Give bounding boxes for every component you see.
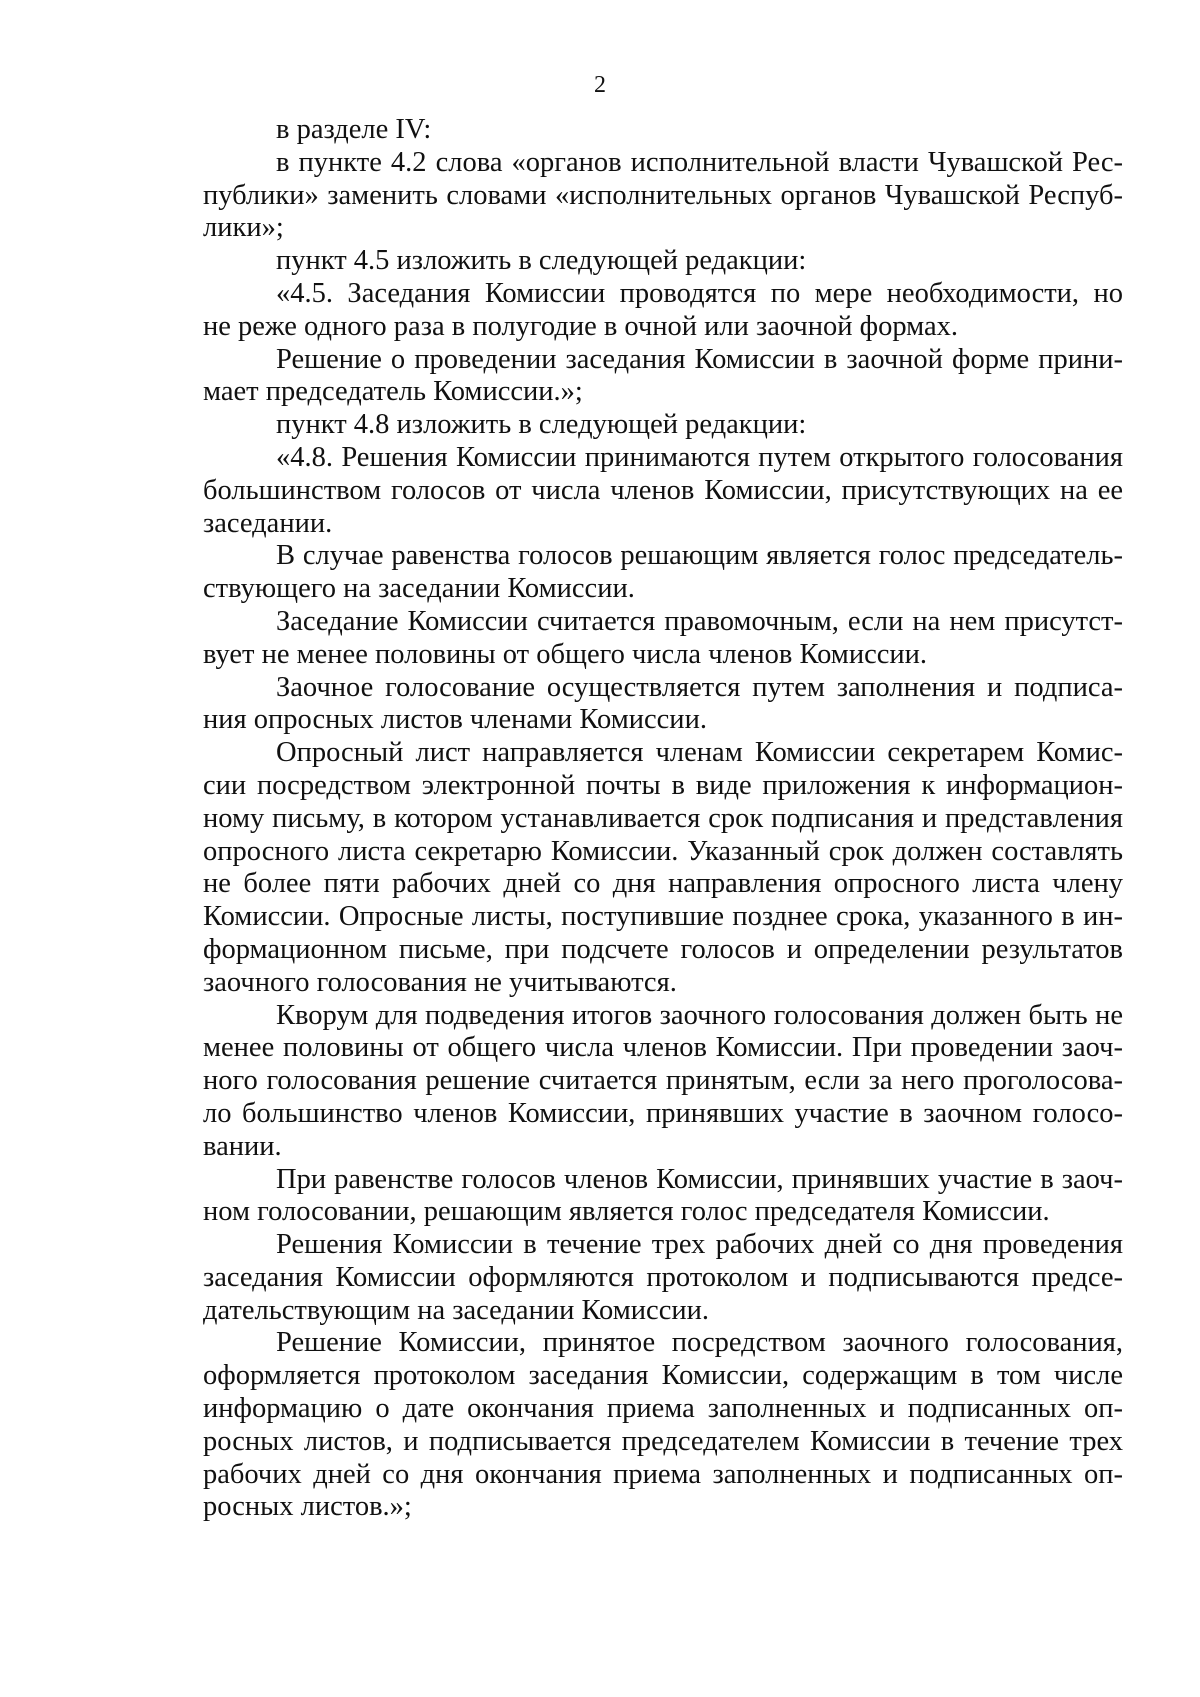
text-line: формационном письме, при подсчете голосов и определении результатов — [203, 933, 1123, 965]
text-line: дательствующим на заседании Комиссии. — [203, 1294, 709, 1326]
text-line: вует не менее половины от общего числа членов Комиссии. — [203, 638, 927, 670]
text-line: Кворум для подведения итогов заочного голосования должен быть не — [276, 999, 1123, 1031]
text-line: Решение о проведении заседания Комиссии в заочной форме прини- — [276, 343, 1123, 375]
text-line: лики»; — [203, 212, 284, 244]
text-line: ном голосовании, решающим является голос председателя Комиссии. — [203, 1196, 1050, 1228]
text-line: пункт 4.8 изложить в следующей редакции: — [276, 409, 807, 441]
text-line: опросного листа секретарю Комиссии. Указанный срок должен составлять — [203, 835, 1123, 867]
paragraph — [203, 245, 1123, 278]
paragraph — [203, 1164, 1123, 1230]
paragraph — [203, 540, 1123, 606]
paragraph — [203, 737, 1123, 999]
paragraph — [203, 114, 1123, 147]
text-line: ного голосования решение считается принятым, если за него проголосова- — [203, 1065, 1123, 1097]
text-line: ло большинство членов Комиссии, принявших участие в заочном голосо- — [203, 1097, 1123, 1129]
text-line: Заочное голосование осуществляется путем заполнения и подписа- — [276, 671, 1123, 703]
paragraph — [203, 147, 1123, 245]
text-line: росных листов, и подписывается председателем Комиссии в течение трех — [203, 1425, 1123, 1457]
text-line: «4.8. Решения Комиссии принимаются путем открытого голосования — [276, 441, 1123, 473]
text-line: Комиссии. Опросные листы, поступившие позднее срока, указанного в ин- — [203, 901, 1123, 933]
text-line: информацию о дате окончания приема заполненных и подписанных оп- — [203, 1393, 1123, 1425]
text-line: заочного голосования не учитываются. — [203, 966, 677, 998]
text-line: «4.5. Заседания Комиссии проводятся по мере необходимости, но — [276, 277, 1123, 309]
text-line: мает председатель Комиссии.»; — [203, 376, 583, 408]
document-body — [203, 114, 1123, 1524]
paragraph — [203, 409, 1123, 442]
text-line: Решения Комиссии в течение трех рабочих дней со дня проведения — [276, 1229, 1123, 1261]
text-line: в пункте 4.2 слова «органов исполнительной власти Чувашской Рес- — [276, 146, 1123, 178]
text-line: росных листов.»; — [203, 1491, 412, 1523]
text-line: В случае равенства голосов решающим является голос председатель- — [276, 540, 1123, 572]
text-line: Решение Комиссии, принятое посредством заочного голосования, — [276, 1327, 1123, 1359]
text-line: пункт 4.5 изложить в следующей редакции: — [276, 245, 807, 277]
text-line: сии посредством электронной почты в виде приложения к информацион- — [203, 769, 1123, 801]
text-line: рабочих дней со дня окончания приема заполненных и подписанных оп- — [203, 1458, 1123, 1490]
text-line: в разделе IV: — [276, 114, 432, 145]
text-line: Заседание Комиссии считается правомочным, если на нем присутст- — [276, 605, 1123, 637]
text-line: не более пяти рабочих дней со дня направления опросного листа члену — [203, 868, 1123, 900]
paragraph — [203, 1000, 1123, 1164]
text-line: заседания Комиссии оформляются протоколом и подписываются предсе- — [203, 1261, 1123, 1293]
text-line: ному письму, в котором устанавливается срок подписания и представления — [203, 802, 1123, 834]
text-line: большинством голосов от числа членов Комиссии, присутствующих на ее — [203, 474, 1123, 506]
text-line: вании. — [203, 1130, 282, 1162]
text-line: ния опросных листов членами Комиссии. — [203, 704, 707, 736]
text-line: заседании. — [203, 507, 333, 539]
paragraph — [203, 606, 1123, 672]
paragraph — [203, 278, 1123, 344]
text-line: публики» заменить словами «исполнительных органов Чувашской Респуб- — [203, 179, 1123, 211]
text-line: Опросный лист направляется членам Комиссии секретарем Комис- — [276, 737, 1123, 769]
text-line: оформляется протоколом заседания Комиссии, содержащим в том числе — [203, 1360, 1123, 1392]
text-line: ствующего на заседании Комиссии. — [203, 573, 635, 605]
text-line: При равенстве голосов членов Комиссии, принявших участие в заоч- — [276, 1163, 1123, 1195]
paragraph — [203, 1229, 1123, 1327]
paragraph — [203, 1327, 1123, 1524]
paragraph — [203, 442, 1123, 540]
paragraph — [203, 672, 1123, 738]
paragraph — [203, 344, 1123, 410]
text-line: не реже одного раза в полугодие в очной или заочной формах. — [203, 310, 959, 342]
page-number: 2 — [594, 72, 606, 98]
text-line: менее половины от общего числа членов Комиссии. При проведении заоч- — [203, 1032, 1123, 1064]
